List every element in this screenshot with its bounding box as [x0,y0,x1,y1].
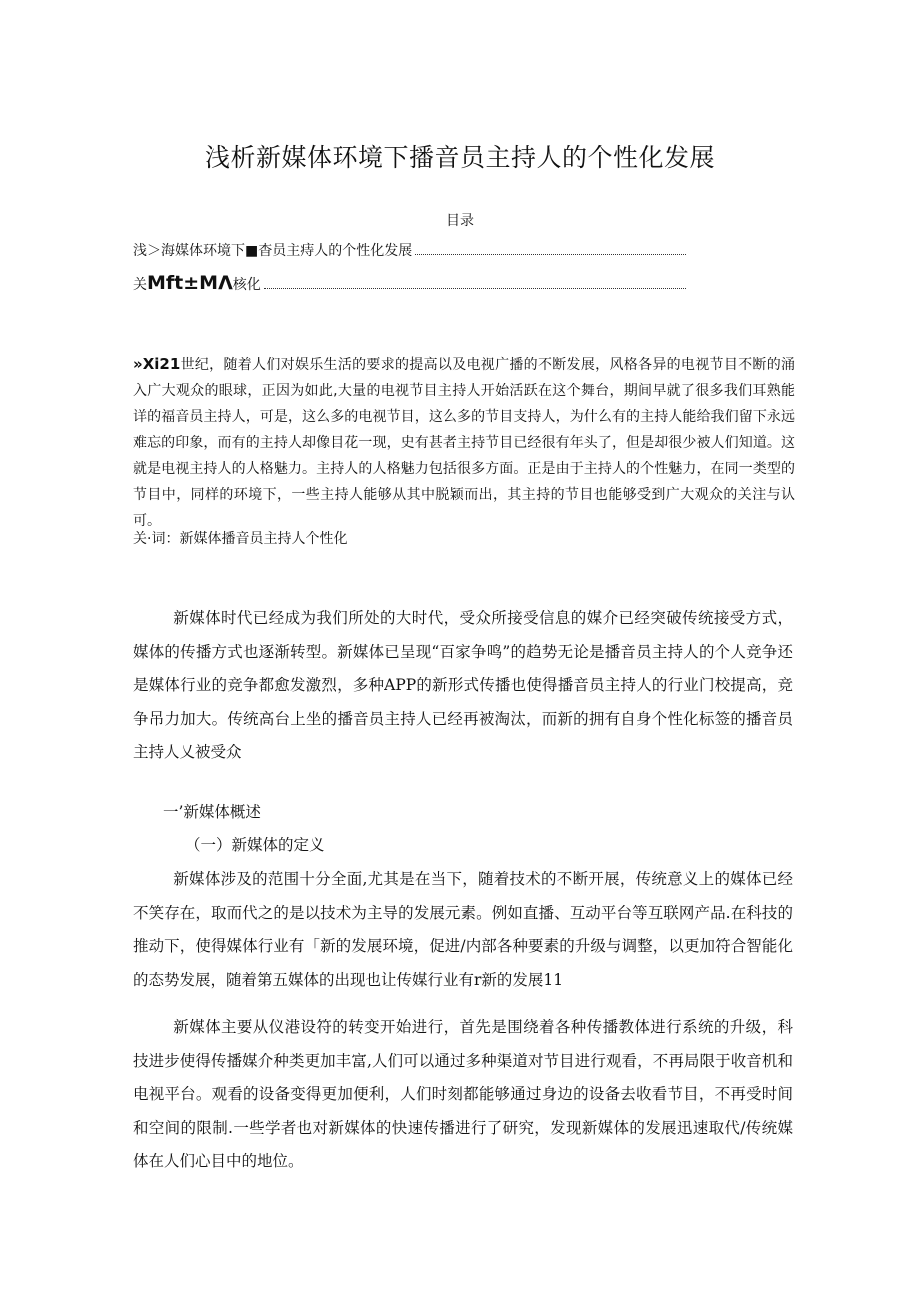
toc-item[interactable] [133,236,688,260]
keywords-line: 关·词：新媒体播音员主持人个性化 [133,531,348,547]
toc-item-label-suffix: 核化 [232,277,261,293]
toc-leader-dots [264,288,686,289]
abstract-text: 世纪，随着人们对娱乐生活的要求的提高以及电视广播的不断发展，风格各异的电视节目不断的涌入广大观众的眼球，正因为如此,大量的电视节目主持人开始活跃在这个舞台，期间早就了很多我们耳熟能详的福音员主持人，可是，这么多的电视节目，这么多的节目支持人，为什么有的主持人能给我们留下永远难忘的印象，而有的主持人却像目花一现，史有甚者主持节目已经很有年头了，但是却很少被人们知道。这就是电视主持人的人格魅力。主持人的人格魅力包括很多方面。正是由于主持人的个性魅力，在同一类型的节目中，同样的环境下，一些主持人能够从其中脱颖而出，其主持的节目也能够受到广大观众的关注与认可。 [133,357,795,529]
section-heading: 一’新媒体概述 [163,803,261,821]
subsection-heading: （一）新媒体的定义 [185,836,325,854]
body-paragraph: 新媒体涉及的范围十分全面,尤其是在当下，随着技术的不断开展，传统意义上的媒体已经不笑存在，取而代之的是以技术为主导的发展元素。例如直播、互动平台等互联网产品.在科技的推动下，使得媒体行业有「新的发展环境，促进/内部各种要素的升级与调整，以更加符合智能化的态势发展，随着第五媒体的出现也让传媒行业有r新的发展11 [133,870,793,989]
body-paragraph-intro: 新媒体时代已经成为我们所处的大时代，受众所接受信息的媒介已经突破传统接受方式，媒体的传播方式也逐渐转型。新媒体已呈现“百家争鸣”的趋势无论是播音员主持人的个人竞争还是媒体行业的竞争都愈发激烈，多种APP的新形式传播也使得播音员主持人的行业门校提高，竞争吊力加大。传统高台上坐的播音员主持人已经再被淘汰，而新的拥有自身个性化标签的播音员主持人乂被受众 [133,609,793,761]
body-paragraph: 新媒体主要从仪港设符的转变开始进行，首先是围绕着各种传播教体进行系统的升级，科技进步使得传播媒介种类更加丰富,人们可以通过多种渠道对节目进行观看，不再局限于收音机和电视平台。观看的设备变得更加便利，人们时刻都能够通过身边的设备去收看节目，不再受时间和空间的限制.一些学者也对新媒体的快速传播进行了研究，发现新媒体的发展迅速取代/传统媒体在人们心目中的地位。 [133,1018,793,1170]
toc-item-label: 浅＞海媒体环境下■杳员主痔人的个性化发展 [133,243,413,259]
document-title: 浅析新媒体环境下播音员主持人的个性化发展 [204,143,715,172]
toc-item-label-bold: Mft±MΛ [147,272,233,294]
toc-item[interactable] [133,270,688,294]
toc-item-label-prefix: 关 [133,277,147,293]
abstract-lead: »Xi21 [133,355,181,373]
abstract-paragraph [133,351,795,534]
toc-heading: 目录 [446,213,474,229]
toc-leader-dots [415,254,686,255]
